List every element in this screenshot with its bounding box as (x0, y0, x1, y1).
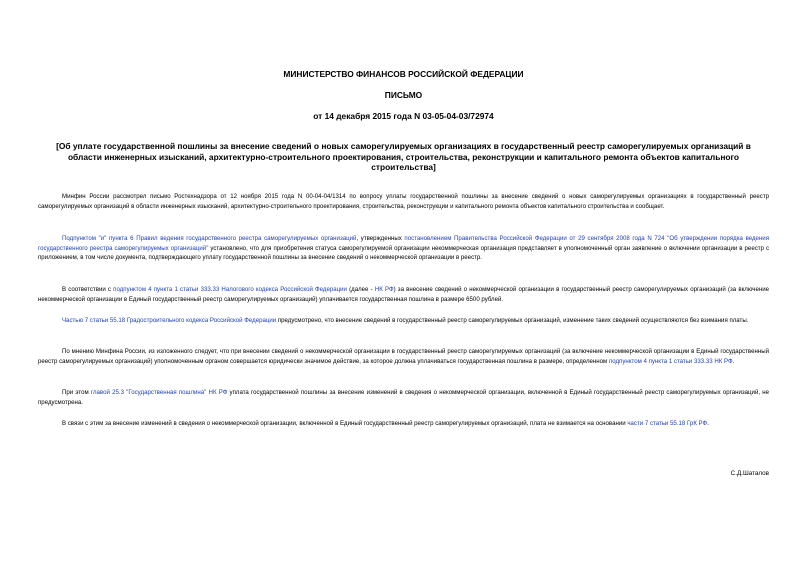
paragraph-6-text-1: При этом (62, 389, 91, 396)
paragraph-4 (38, 316, 769, 326)
paragraph-4-text-1: предусмотрено, что внесение сведений в государственный реестр саморегулируемых организаций, изменение таких сведений осуществляются без взимания платы. (276, 317, 749, 324)
paragraph-2-text-1: , утвержденных (356, 235, 405, 242)
document-date-number: от 14 декабря 2015 года N 03-05-04-03/72974 (313, 111, 494, 121)
paragraph-3-text-1: В соответствии с (62, 286, 114, 293)
link-rules-subclause[interactable]: Подпунктом "и" пункта 6 Правил ведения государственного реестра саморегулируемых организаций (62, 235, 357, 242)
link-government-resolution-724[interactable]: постановлением Правительства Российской Федерации от 29 сентября 2008 года N 724 "Об утверждении порядка ведения государственного реестра саморегулируемых организаций" (38, 235, 770, 252)
paragraph-3 (38, 285, 769, 304)
paragraph-5 (38, 347, 769, 366)
ministry-heading: МИНИСТЕРСТВО ФИНАНСОВ РОССИЙСКОЙ ФЕДЕРАЦИИ (283, 69, 524, 79)
link-nk-rf-333-33[interactable]: подпунктом 4 пункта 1 статьи 333.33 НК РФ (608, 357, 733, 365)
signature: С.Д.Шаталов (730, 470, 769, 477)
paragraph-7 (38, 419, 769, 429)
paragraph-2 (38, 234, 769, 263)
link-urban-planning-code-55-18[interactable]: Частью 7 статьи 55.18 Градостроительного кодекса Российской Федерации (62, 317, 277, 324)
paragraph-7-text-1: В связи с этим за внесение изменений в сведения о некоммерческой организации, включенной в Единый государственный реестр саморегулируемых организаций, плата не взимается на основании (62, 420, 628, 427)
link-chapter-25-3[interactable]: главой 25.3 "Государственная пошлина" НК РФ (90, 389, 228, 396)
paragraph-2-text-2: установлено, что для приобретения статуса саморегулируемой организации некоммерческая организация представляет в уполномоченный орган заявление о включении организации в реестр с приложением, в том числе документа, подтверждающего уплату государственной пошлины за внесение сведений о некоммерческой организации в реестр. (38, 244, 769, 262)
document-type-heading: ПИСЬМО (384, 90, 423, 100)
paragraph-5-text-2: . (732, 357, 735, 365)
paragraph-6-text-2: уплата государственной пошлины за внесение изменений в сведения о некоммерческой организации, включенной в Единый государственный реестр саморегулируемых организаций, не предусмотрена. (38, 389, 770, 406)
paragraph-1 (38, 192, 769, 211)
paragraph-3-text-3: ) за внесение сведений о некоммерческой организации в государственный реестр саморегулируемых организаций (за включение некоммерческой организации в Единый государственный реестр саморегулируемых организаций) уплачивается государственная пошлина в размере 6500 рублей. (38, 286, 770, 303)
paragraph-5-text-1: По мнению Минфина России, из изложенного следует, что при внесении сведений о некоммерческой организации в государственный реестр саморегулируемых организаций (за включение некоммерческой организации в Единый государственный реестр саморегулируемых организаций) уполномоченным органом совершается юридически значимое действие, за которое должна уплачиваться государственная пошлина в размере, определенном (38, 348, 769, 365)
link-nk-rf[interactable]: НК РФ (374, 286, 394, 293)
document-title: [Об уплате государственной пошлины за внесение сведений о новых саморегулируемых организациях в государственный реестр саморегулируемых организаций в области инженерных изысканий, архитектурно-строительного проектирования, строительства, реконструкции и капитального ремонта объектов капитального строительства] (56, 141, 751, 173)
paragraph-6 (38, 388, 769, 407)
link-tax-code-333-33[interactable]: подпунктом 4 пункта 1 статьи 333.33 Налогового кодекса Российской Федерации (113, 286, 347, 293)
link-grk-rf-55-18[interactable]: части 7 статьи 55.18 ГрК РФ (627, 420, 708, 427)
paragraph-3-text-2: (далее - (346, 286, 375, 293)
paragraph-1-text: Минфин России рассмотрел письмо Ростехнадзора от 12 ноября 2015 года N 00-04-04/1314 по вопросу уплаты государственной пошлины за внесение сведений о новых саморегулируемых организациях в государственный реестр саморегулируемых организаций в области инженерных изысканий, архитектурно-строительного проектирования, строительства, реконструкции и капитального ремонта объектов капитального строительства и сообщает. (38, 193, 769, 210)
paragraph-7-text-2: . (707, 420, 709, 427)
